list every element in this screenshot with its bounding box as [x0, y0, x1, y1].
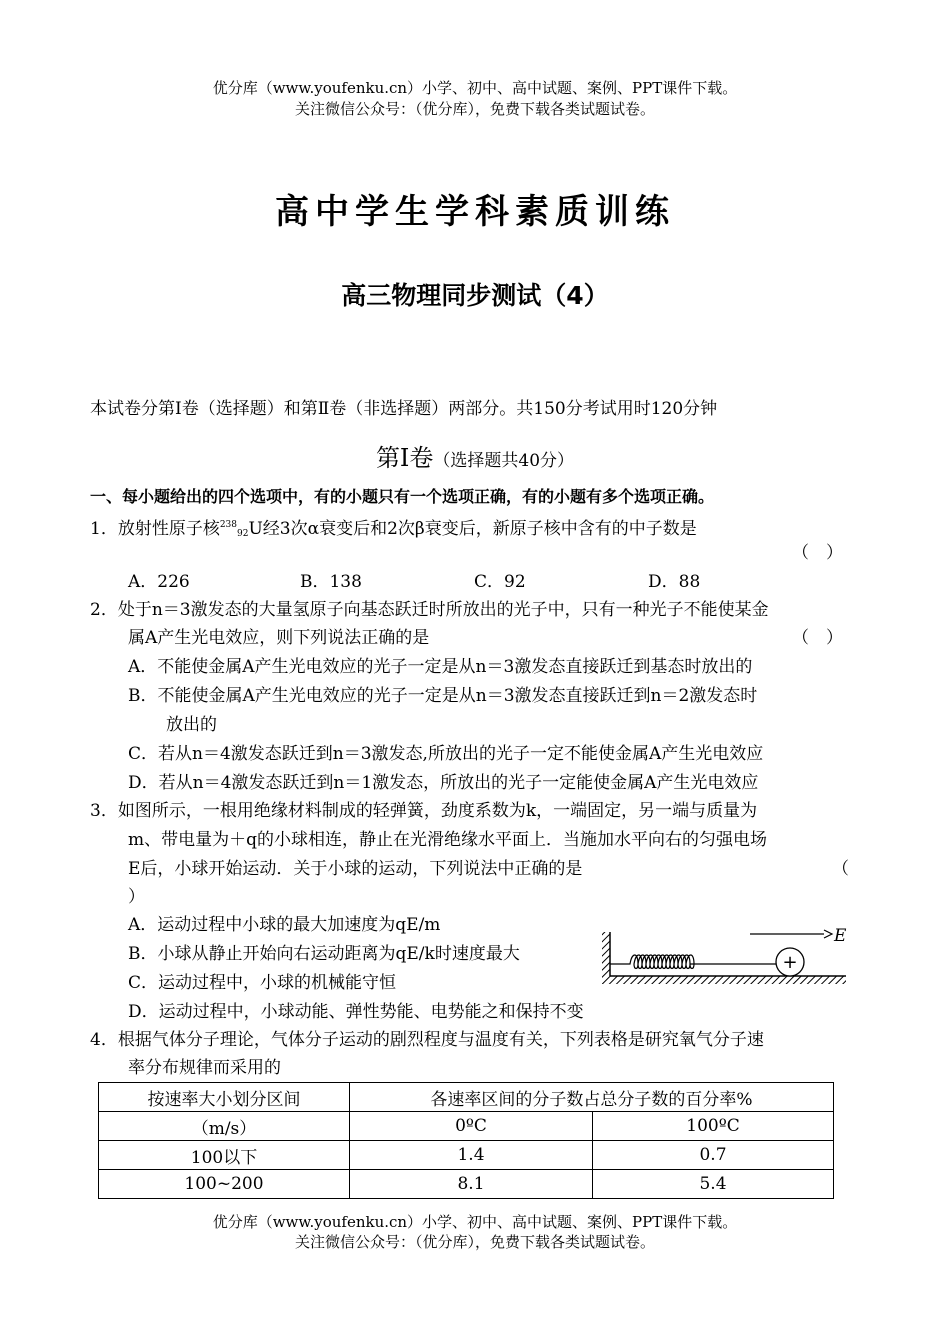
- question-2-line-2: 属A产生光电效应，则下列说法正确的是: [128, 628, 430, 648]
- wall-hatch: [602, 932, 610, 984]
- q1-answer-paren: （ ）: [792, 543, 843, 563]
- q3-option-c: C．运动过程中，小球的机械能守恒: [128, 973, 397, 993]
- q3-option-b: B．小球从静止开始向右运动距离为qE/k时速度最大: [128, 944, 520, 964]
- q3-paren-close: ）: [128, 887, 145, 907]
- table-header-row-2: [99, 1112, 834, 1141]
- q2-option-c: C．若从n＝4激发态跃迁到n＝3激发态,所放出的光子一定不能使金属A产生光电效应: [128, 744, 764, 764]
- table-header-row-1: [99, 1083, 834, 1112]
- q2-option-d: D．若从n＝4激发态跃迁到n＝1激发态，所放出的光子一定能使金属A产生光电效应: [128, 773, 759, 793]
- header-speed-interval: 按速率大小划分区间: [99, 1083, 350, 1112]
- cell-100c: 0.7: [593, 1141, 834, 1170]
- q2-option-b-line-2: 放出的: [166, 715, 217, 735]
- q1-text-before: 1．放射性原子核: [90, 519, 220, 539]
- header-temp-0: 0ºC: [350, 1112, 593, 1141]
- field-label: E: [834, 926, 847, 946]
- page-title: 高中学生学科素质训练: [275, 192, 675, 232]
- footer-line-2: 关注微信公众号：（优分库），免费下载各类试题试卷。: [294, 1233, 655, 1251]
- speed-distribution-table: [98, 1082, 834, 1199]
- q3-option-d: D．运动过程中，小球动能、弹性势能、电势能之和保持不变: [128, 1002, 584, 1022]
- q2-option-b-line-1: B．不能使金属A产生光电效应的光子一定是从n＝3激发态直接跃迁到n＝2激发态时: [128, 686, 758, 706]
- header-line-1: 优分库（www.youfenku.cn）小学、初中、高中试题、案例、PPT课件下载。: [212, 79, 738, 97]
- question-4-line-2: 率分布规律而采用的: [128, 1058, 281, 1078]
- header-line-2: 关注微信公众号：（优分库），免费下载各类试题试卷。: [294, 100, 655, 118]
- footer-line-1: 优分库（www.youfenku.cn）小学、初中、高中试题、案例、PPT课件下载。: [212, 1213, 738, 1231]
- table-row: [99, 1141, 834, 1170]
- question-3-line-1: 3．如图所示，一根用绝缘材料制成的轻弹簧，劲度系数为k，一端固定，另一端与质量为: [90, 801, 758, 821]
- spring-ball-figure: [600, 922, 850, 988]
- question-2-line-1: 2．处于n＝3激发态的大量氢原子向基态跃迁时所放出的光子中，只有一种光子不能使某金: [90, 600, 769, 620]
- question-3-line-3: E后，小球开始运动．关于小球的运动，下列说法中正确的是: [128, 859, 583, 879]
- header-percentage: 各速率区间的分子数占总分子数的百分率%: [350, 1083, 834, 1112]
- q1-atomic-number: 92: [237, 529, 249, 539]
- cell-0c: 8.1: [350, 1170, 593, 1199]
- cell-range: 100~200: [99, 1170, 350, 1199]
- field-arrow-head: [824, 930, 832, 938]
- spring: [610, 955, 776, 969]
- question-1: [90, 514, 697, 545]
- header-unit: （m/s）: [99, 1112, 350, 1141]
- q1-option-b: B．138: [300, 572, 362, 592]
- part-1-note: （选择题共40分）: [433, 451, 575, 471]
- header-temp-100: 100ºC: [593, 1112, 834, 1141]
- q1-option-c: C．92: [474, 572, 526, 592]
- cell-100c: 5.4: [593, 1170, 834, 1199]
- q1-mass-number: 238: [219, 520, 238, 530]
- cell-range: 100以下: [99, 1141, 350, 1170]
- q1-option-d: D．88: [648, 572, 701, 592]
- question-4-line-1: 4．根据气体分子理论，气体分子运动的剧烈程度与温度有关，下列表格是研究氧气分子速: [90, 1030, 764, 1050]
- floor-hatch: [610, 976, 846, 984]
- q1-option-a: A．226: [128, 572, 190, 592]
- question-3-line-2: m、带电量为＋q的小球相连，静止在光滑绝缘水平面上．当施加水平向右的匀强电场: [128, 830, 768, 850]
- page-subtitle: 高三物理同步测试（4）: [341, 281, 609, 310]
- q3-option-a: A．运动过程中小球的最大加速度为qE/m: [128, 915, 441, 935]
- cell-0c: 1.4: [350, 1141, 593, 1170]
- q2-answer-paren: （ ）: [792, 628, 843, 648]
- ball-charge-sign: +: [782, 952, 798, 973]
- exam-intro: 本试卷分第Ⅰ卷（选择题）和第Ⅱ卷（非选择题）两部分。共150分考试用时120分钟: [90, 399, 718, 419]
- q1-text-after: U经3次α衰变后和2次β衰变后，新原子核中含有的中子数是: [248, 519, 697, 539]
- part-1-title: 第Ⅰ卷: [375, 444, 434, 472]
- table-row: [99, 1170, 834, 1199]
- part-1-heading: [0, 438, 950, 473]
- q3-paren-open: （: [832, 859, 849, 879]
- section-1-instruction: 一、每小题给出的四个选项中，有的小题只有一个选项正确，有的小题有多个选项正确。: [90, 487, 715, 506]
- q2-option-a: A．不能使金属A产生光电效应的光子一定是从n＝3激发态直接跃迁到基态时放出的: [128, 657, 753, 677]
